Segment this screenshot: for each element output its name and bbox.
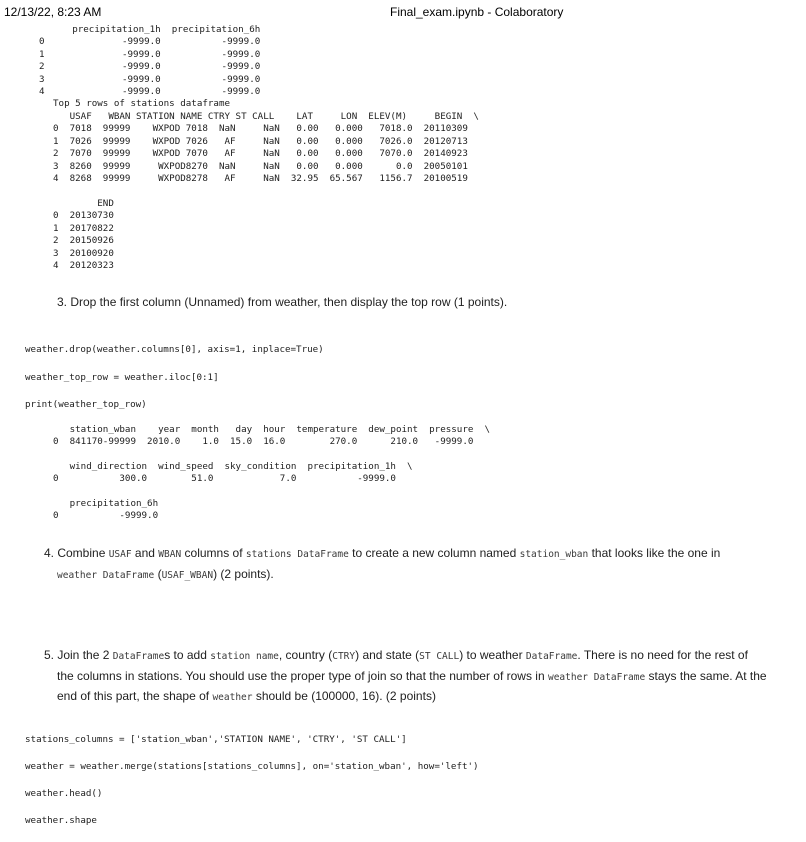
q4-code-usaf: USAF	[108, 549, 132, 560]
q4-code-usaf-wban: USAF_WBAN	[161, 569, 214, 581]
q4-text-part: and	[131, 546, 159, 560]
q4-code-station-wban: station_wban	[519, 549, 589, 560]
q4-text-part: that looks like the one in	[588, 546, 721, 560]
code-cell-merge[interactable]: weather = weather.merge(stations[stations_columns], on='station_wban', how='left')	[25, 761, 479, 772]
code-cell-head[interactable]: weather.head()	[25, 788, 103, 799]
question-3-text: 3. Drop the first column (Unnamed) from weather, then display the top row (1 points).	[57, 295, 508, 309]
stations-heading-output: Top 5 rows of stations dataframe	[53, 98, 231, 109]
q4-text-part: columns of	[181, 546, 246, 560]
q5-text-part: ) to weather	[459, 648, 526, 662]
code-cell-drop-column[interactable]: weather.drop(weather.columns[0], axis=1, inplace=True)	[25, 344, 324, 355]
end-output-table: END 0 20130730 1 20170822 2 20150926 3 20100920 4 20120323	[53, 198, 114, 272]
q5-code-st-call: ST CALL	[419, 651, 460, 662]
code-cell-print[interactable]: print(weather_top_row)	[25, 399, 147, 410]
q5-text-part: should be (100000, 16). (2 points)	[252, 689, 436, 703]
document-title: Final_exam.ipynb - Colaboratory	[390, 5, 564, 19]
question-4-text	[44, 544, 784, 585]
q5-code-dataframe-2: DataFrame	[525, 651, 578, 662]
q4-text-part: (	[154, 566, 162, 581]
code-cell-stations-columns[interactable]: stations_columns = ['station_wban','STATION NAME', 'CTRY', 'ST CALL']	[25, 734, 407, 745]
q5-text-part: stays the same. At the	[645, 668, 767, 683]
q5-code-weather: weather	[212, 692, 253, 703]
q5-text-part: s to add	[164, 648, 211, 662]
q4-text-part: ) (2 points).	[213, 566, 274, 581]
q5-text-part: , country (	[278, 648, 333, 662]
q5-code-station-name: station name	[210, 651, 279, 662]
q5-code-dataframe: DataFrame	[112, 651, 165, 662]
print-timestamp: 12/13/22, 8:23 AM	[4, 5, 102, 19]
print-output-block-1: station_wban year month day hour temperature dew_point pressure \ 0 841170-99999 2010.0 1.0 15.0 16.0 270.0 210.0 -9999.0	[53, 424, 490, 448]
print-output-block-3: precipitation_6h 0 -9999.0	[53, 498, 159, 522]
q4-text-part: to create a new column named	[348, 546, 520, 560]
q5-text-part: end of this part, the shape of	[57, 689, 213, 703]
q5-text-part: 5. Join the 2	[44, 648, 113, 662]
q5-text-part: ) and state (	[355, 648, 420, 662]
print-output-block-2: wind_direction wind_speed sky_condition precipitation_1h \ 0 300.0 51.0 7.0 -9999.0	[53, 461, 413, 485]
code-cell-shape[interactable]: weather.shape	[25, 815, 97, 826]
stations-output-table: USAF WBAN STATION NAME CTRY ST CALL LAT LON ELEV(M) BEGIN \ 0 7018 99999 WXPOD 7018 NaN NaN 0.00 0.000 7018.0 20110309 1 7026 99999 WXPOD 7026 AF NaN 0.00 0.000 7026.0 20120713 2 7070 99999 WXPOD 7070 AF NaN 0.00 0.000 7070.0 20140923 3 8260 99999 WXPOD8270 NaN NaN 0.00 0.000 0.0 20050101 4 8268 99999 WXPOD8278 AF NaN 32.95 65.567 1156.7 20100519	[53, 111, 479, 185]
q5-text-part: the columns in stations. You should use the proper type of join so that the number of rows in	[57, 668, 548, 683]
q4-code-stations: stations DataFrame	[245, 549, 349, 560]
precipitation-output-table: precipitation_1h precipitation_6h 0 -9999.0 -9999.0 1 -9999.0 -9999.0 2 -9999.0 -9999.0 3 -9999.0 -9999.0 4 -9999.0 -9999.0	[39, 24, 261, 98]
q4-text-part: 4. Combine	[44, 546, 109, 560]
q5-code-weather-dataframe: weather DataFrame	[547, 671, 646, 683]
q4-code-wban: WBAN	[158, 549, 182, 560]
q4-code-weather: weather DataFrame	[57, 569, 155, 581]
q5-text-part: . There is no need for the rest of	[577, 648, 748, 662]
code-cell-top-row[interactable]: weather_top_row = weather.iloc[0:1]	[25, 372, 219, 383]
question-5-text	[44, 646, 789, 708]
q5-code-ctry: CTRY	[332, 651, 356, 662]
